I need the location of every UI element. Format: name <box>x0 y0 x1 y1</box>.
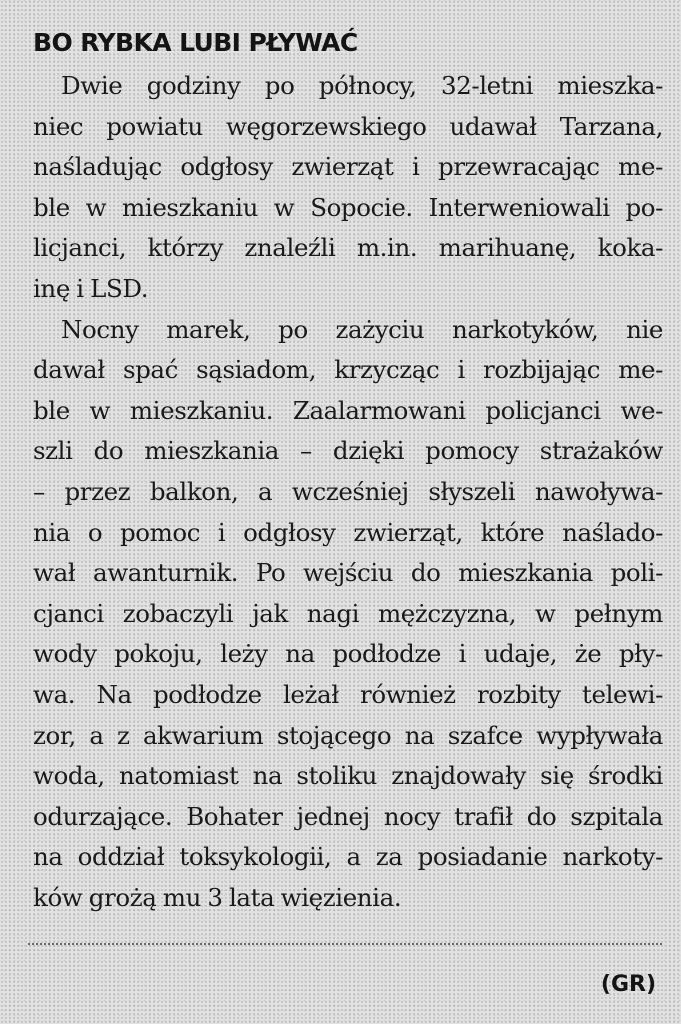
text-line: ble w mieszkaniu w Sopocie. Interweniowali po- <box>33 192 663 222</box>
text-line: szli do mieszkania – dzięki pomocy strażaków <box>33 436 663 466</box>
text-line: wa. Na podłodze leżał również rozbity telewi- <box>33 679 663 709</box>
text-line: Dwie godziny po północy, 32-letni mieszka- <box>61 71 663 100</box>
text-line: nia o pomoc i odgłosy zwierząt, które naślado- <box>33 517 663 547</box>
article-paragraph-2 <box>33 310 663 919</box>
text-line: odurzające. Bohater jednej nocy trafił do szpitala <box>33 801 663 831</box>
author-signature: (GR) <box>600 972 656 997</box>
text-line: cjanci zobaczyli jak nagi mężczyzna, w pełnym <box>33 598 663 628</box>
text-line: wał awanturnik. Po wejściu do mieszkania poli- <box>33 558 663 588</box>
text-line: inę i LSD. <box>33 273 149 303</box>
text-line: naśladując odgłosy zwierząt i przewracając me- <box>33 152 663 182</box>
article-paragraph-1 <box>33 66 663 310</box>
text-line: zor, a z akwarium stojącego na szafce wypływała <box>33 720 663 750</box>
article-body <box>33 66 663 918</box>
text-line: na oddział toksykologii, a za posiadanie narkoty- <box>33 842 663 872</box>
text-line: Nocny marek, po zażyciu narkotyków, nie <box>61 314 663 344</box>
article-headline: BO RYBKA LUBI PŁYWAĆ <box>33 28 358 57</box>
text-line: niec powiatu węgorzewskiego udawał Tarzana, <box>33 111 663 141</box>
text-line: ble w mieszkaniu. Zaalarmowani policjanci we- <box>33 395 663 425</box>
text-line: dawał spać sąsiadom, krzycząc i rozbijając me- <box>33 355 663 385</box>
text-line: woda, natomiast na stoliku znajdowały się środki <box>33 761 663 791</box>
text-line: licjanci, którzy znaleźli m.in. marihuanę, koka- <box>33 233 663 263</box>
dotted-separator <box>28 943 662 945</box>
text-line: – przez balkon, a wcześniej słyszeli nawoływa- <box>33 476 663 506</box>
text-line: ków grożą mu 3 lata więzienia. <box>33 882 402 912</box>
text-line: wody pokoju, leży na podłodze i udaje, że pły- <box>33 639 663 669</box>
